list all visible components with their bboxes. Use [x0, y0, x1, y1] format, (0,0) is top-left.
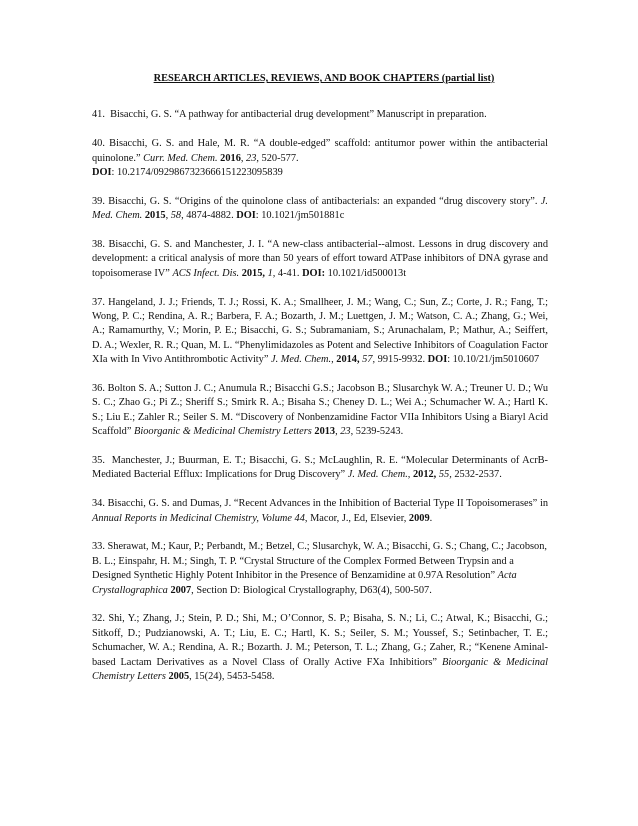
citation-36: 36. Bolton S. A.; Sutton J. C.; Anumula R.; Bisacchi G.S.; Jacobson B.; Slusarchyk W. A.; Treuner U. D.; Wu S. C.; Zhao G.; Pi Z.; Sheriff S.; Smirk R. A.; Bisaha S.; Cheney D. L.; Wei A.; Schumacher W. A.; Hartl K. S.; Liu E.; Zahler R.; Seiler S. M. “Discovery of Nonbenzamidine Factor VIIa Inhibitors Using a Biaryl Acid Scaffold” Bioorganic & Medicinal Chemistry Letters 2013, 23, 5239-5243. — [92, 383, 548, 438]
citation-34 — [92, 497, 548, 526]
citation-year: 2014, — [336, 354, 360, 366]
citation-doi: : 10.10/21/jm5010607 — [447, 354, 540, 366]
citation-33 — [92, 540, 548, 598]
citation-doi: : 10.1021/jm501881c — [255, 210, 345, 222]
citation-37 — [92, 296, 548, 368]
citation-authors-title: Bisacchi, G. S. “Origins of the quinolone class of antibacterials: an expanded “drug discovery story”. — [108, 195, 538, 207]
citation-authors-title: Shi, Y.; Zhang, J.; Stein, P. D.; Shi, M.; O’Connor, S. P.; Bisaha, S. N.; Li, C.; Atwal, K.; Bisacchi, G.; Sitkoff, D.; Pudzianowski, A. T.; Liu, E. C.; Hartl, K. S.; Seiler, S. M.; Youssef, S.; Setinbacher, T. E.; Schumacher, W. A.; Rendina, A. R.; Bozarth. J. M.; Peterson, T. L.; Zhang, G.; Zaher, R.; “Kenene Aminal-based Lactam Derivatives as a Novel Class of Orally Active FXa Inhibitiors” — [92, 613, 549, 668]
citation-book: Annual Reports in Medicinal Chemistry, Volume 44 — [92, 512, 305, 524]
citation-rest: , 15(24), 5453-5458. — [189, 671, 275, 683]
citation-pages: 4-41. — [277, 267, 300, 279]
citation-authors-title: Sherawat, M.; Kaur, P.; Perbandt, M.; Betzel, C.; Slusarchyk, W. A.; Bisacchi, G. S.; Chang, C.; Jacobson, B. L.; Einspahr, H. M.; Singh, T. P. “Crystal Structure of the Complex Formed Between Trypsin and a Designed Synthetic Highly Potent Inhibitor in the Presence of Benzamidine at 0.97A Resolution” — [92, 541, 547, 582]
citation-year: 2016 — [220, 152, 241, 164]
citation-volume: 57, — [362, 354, 376, 366]
citation-doi-label: DOI — [236, 210, 256, 222]
citation-journal: Acta Crystallographica — [92, 570, 517, 596]
citation-40: 40. Bisacchi, G. S. and Hale, M. R. “A double-edged” scaffold: antitumor power within the antibacterial quinolone.” Curr. Med. Chem. 2016, 23, 520-577. DOI: 10.2174/0929867323666151223095839 — [92, 138, 548, 179]
citation-number: 36. — [92, 383, 105, 395]
citation-number: 39. — [92, 195, 105, 207]
citation-authors-title: Bisacchi, G. S. and Manchester, J. I. “A new-class antibacterial--almost. Lessons in drug discovery and development: a critical analysis of more than 50 years of effort toward ATPase inhibitors of DNA gyrase and topoisomerase IV” — [92, 239, 548, 279]
citation-volume: 58 — [170, 210, 182, 222]
citation-doi: : 10.2174/0929867323666151223095839 — [111, 167, 283, 179]
citation-year: 2012, — [412, 469, 437, 481]
citation-year: 2013 — [314, 426, 336, 438]
citation-number: 35. — [92, 455, 105, 467]
citation-rest: , Section D: Biological Crystallography, D63(4), 500-507. — [191, 584, 432, 596]
citation-authors-title: Bolton S. A.; Sutton J. C.; Anumula R.; Bisacchi G.S.; Jacobson B.; Slusarchyk W. A.; Treuner U. D.; Wu S. C.; Zhao G.; Pi Z.; Sheriff S.; Smirk R. A.; Bisaha S.; Cheney D. L.; Wei A.; Schumacher W. A.; Hartl K. S.; Liu E.; Zahler R.; Seiler S. M. “Discovery of Nonbenzamidine Factor VIIa Inhibitors Using a Biaryl Acid Scaffold” — [92, 383, 548, 438]
citation-number: 34. — [92, 498, 105, 510]
citation-end: . — [429, 512, 433, 524]
citation-41 — [92, 108, 548, 122]
citation-authors-title: Bisacchi, G. S. and Dumas, J. “Recent Advances in the Inhibition of Bacterial Type II Topoisomerases” in — [107, 498, 548, 510]
citation-volume: 55, — [438, 469, 452, 481]
citation-number: 41. — [92, 109, 105, 121]
citation-journal: J. Med. Chem. — [92, 195, 548, 222]
citation-year: 2009 — [408, 512, 430, 524]
citation-pages: 4874-4882. — [186, 210, 234, 222]
citation-doi-label: DOI — [92, 167, 112, 179]
citation-pages: 9915-9932. — [377, 354, 426, 366]
citation-38 — [92, 238, 548, 281]
citation-authors-title: Hangeland, J. J.; Friends, T. J.; Rossi, K. A.; Smallheer, J. M.; Wang, C.; Sun, Z.; Corte, J. R.; Fang, T.; Wong, P. C.; Rendina, A. R.; Barbera, F. A.; Bozarth, J. M.; Luettgen, J. M.; Watson, C. A.; Zhang, G.; Wei, A.; Ramamurthy, V.; Morin, P. E.; Bisacchi, G. S.; Subramaniam, S.; Arunachalam, P.; Mathur, A.; Seiffert, D. A.; Wexler, R. R.; Quan, M. L. “Phenylimidazoles as Potent and Selective Inhibitors of Coagulation Factor XIa with In Vivo Antithrombotic Activity” — [92, 296, 548, 366]
citation-volume: 1, — [267, 267, 276, 279]
citation-35 — [92, 454, 548, 483]
citation-journal: Curr. Med. Chem. — [143, 152, 218, 164]
citation-number: 33. — [92, 541, 105, 553]
citation-doi-label: DOI — [427, 354, 448, 366]
citation-32 — [92, 612, 548, 684]
citation-doi-label: DOI: — [302, 267, 326, 279]
citation-authors-title: Bisacchi, G. S. and Hale, M. R. “A double-edged” scaffold: antitumor power within the antibacterial quinolone.” — [92, 138, 548, 164]
citation-journal: Bioorganic & Medicinal Chemistry Letters — [92, 656, 549, 683]
citation-year: 2007 — [170, 584, 192, 596]
citation-pages: 2532-2537. — [454, 469, 502, 481]
citation-number: 40. — [92, 138, 105, 150]
citation-volume: 23 — [246, 152, 257, 164]
citation-text: Bisacchi, G. S. “A pathway for antibacterial drug development” Manuscript in preparation. — [110, 109, 487, 121]
citation-year: 2005 — [168, 671, 190, 683]
citation-journal: J. Med. Chem., — [271, 354, 334, 366]
citation-pages: 5239-5243. — [355, 426, 404, 438]
citation-journal: ACS Infect. Dis. — [172, 267, 240, 279]
citation-volume: 23 — [340, 426, 351, 438]
citation-year: 2015 — [144, 210, 166, 222]
citation-journal: Bioorganic & Medicinal Chemistry Letters — [134, 426, 312, 438]
citation-pages: 520-577. — [261, 152, 299, 164]
citation-journal: J. Med. Chem., — [347, 469, 411, 481]
section-heading: RESEARCH ARTICLES, REVIEWS, AND BOOK CHAPTERS (partial list) — [153, 73, 495, 84]
citation-number: 32. — [92, 613, 105, 625]
citation-39: 39. Bisacchi, G. S. “Origins of the quinolone class of antibacterials: an expanded “drug discovery story”. J. Med. Chem. 2015, 58, 4874-4882. DOI: 10.1021/jm501881c — [92, 195, 548, 222]
citation-authors-title: Manchester, J.; Buurman, E. T.; Bisacchi, G. S.; McLaughlin, R. E. “Molecular Determinants of AcrB-Mediated Bacterial Efflux: Implications for Drug Discovery” — [92, 455, 549, 481]
citation-doi: 10.1021/id500013t — [327, 267, 407, 279]
citation-number: 38. — [92, 239, 105, 251]
citation-year: 2015, — [241, 267, 265, 279]
citation-number: 37. — [92, 296, 105, 308]
citation-editor: , Macor, J., Ed, Elsevier, — [304, 512, 407, 524]
